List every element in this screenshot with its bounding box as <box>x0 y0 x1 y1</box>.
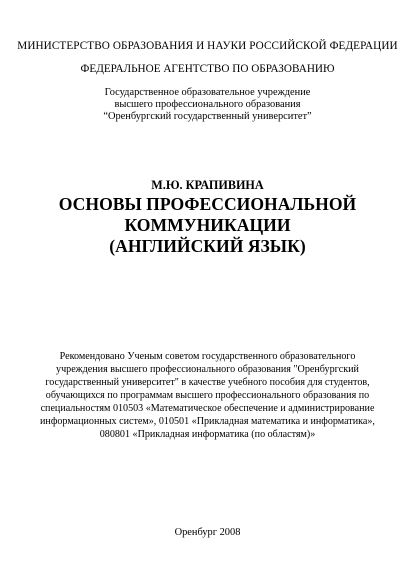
recommendation-line-4: обучающихся по программам высшего профессионального образования по <box>45 390 370 401</box>
ministry-heading: МИНИСТЕРСТВО ОБРАЗОВАНИЯ И НАУКИ РОССИЙСКОЙ ФЕДЕРАЦИИ <box>17 40 398 52</box>
book-title-line-3: (АНГЛИЙСКИЙ ЯЗЫК) <box>109 236 306 256</box>
recommendation-line-3: государственный университет" в качестве учебного пособия для студентов, <box>45 377 370 388</box>
book-title-line-2: КОММУНИКАЦИИ <box>124 215 291 235</box>
university-line-3: “Оренбургский государственный университет” <box>103 111 312 122</box>
recommendation-line-6: информационных систем», 010501 «Прикладная математика и информатика», <box>40 416 375 427</box>
city-year: Оренбург 2008 <box>174 527 241 538</box>
agency-heading: ФЕДЕРАЛЬНОЕ АГЕНТСТВО ПО ОБРАЗОВАНИЮ <box>80 63 335 75</box>
university-line-1: Государственное образовательное учреждение <box>104 87 311 98</box>
recommendation-line-7: 080801 «Прикладная информатика (по областям)» <box>99 429 316 440</box>
book-title-line-1: ОСНОВЫ ПРОФЕССИОНАЛЬНОЙ <box>58 194 357 214</box>
recommendation-line-5: специальностям 010503 «Математическое обеспечение и администрирование <box>40 403 375 414</box>
recommendation-line-1: Рекомендовано Ученым советом государственного образовательного <box>59 351 356 362</box>
recommendation-line-2: учреждения высшего профессионального образования "Оренбургский <box>56 364 359 375</box>
author-name: М.Ю. КРАПИВИНА <box>151 178 264 192</box>
university-line-2: высшего профессионального образования <box>114 99 301 110</box>
